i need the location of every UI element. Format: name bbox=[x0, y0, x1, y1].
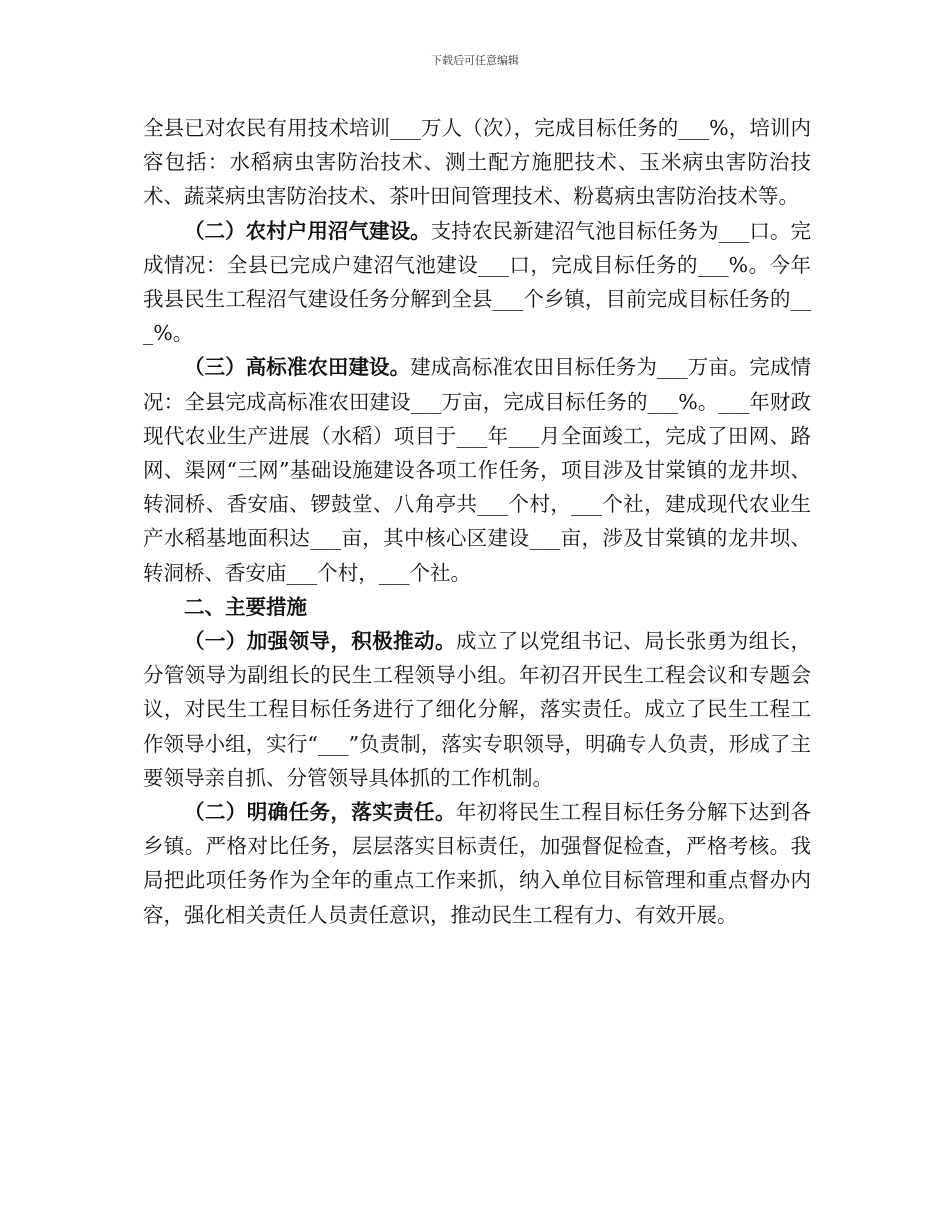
paragraph-responsibility bbox=[143, 795, 811, 932]
section-heading-biogas: （二）农村户用沼气建设。 bbox=[184, 218, 431, 243]
section-heading-responsibility: （二）明确任务，落实责任。 bbox=[184, 800, 456, 825]
paragraph-leadership bbox=[143, 624, 811, 795]
paragraph-text: 成立了以党组书记、局长张勇为组长，分管领导为副组长的民生工程领导小组。年初召开民生工程会议和专题会议，对民生工程目标任务进行了细化分解，落实责任。成立了民生工程工作领导小组，实行“___”负责制，落实专职领导，明确专人负责，形成了主要领导亲自抓、分管领导具体抓的工作机制。 bbox=[143, 629, 812, 790]
document-body bbox=[143, 111, 811, 932]
paragraph-biogas bbox=[143, 214, 811, 351]
paragraph-training bbox=[143, 111, 811, 214]
paragraph-text: 支持农民新建沼气池目标任务为___口。完成情况：全县已完成户建沼气池建设___口，完成目标任务的___%。今年我县民生工程沼气建设任务分解到全县___个乡镇，目前完成目标任务的___%。 bbox=[143, 218, 812, 346]
paragraph-farmland bbox=[143, 350, 811, 589]
paragraph-text: 建成高标准农田目标任务为___万亩。完成情况：全县完成高标准农田建设___万亩，完成目标任务的___%。___年财政现代农业生产进展（水稻）项目于___年___月全面竣工，完成了田网、路网、渠网“三网”基础设施建设各项工作任务，项目涉及甘棠镇的龙井坝、转洞桥、香安庙、锣鼓堂、八角亭共___个村，___个社，建成现代农业生产水稻基地面积达___亩，其中核心区建设___亩，涉及甘棠镇的龙井坝、转洞桥、香安庙___个村，___个社。 bbox=[143, 355, 812, 585]
paragraph-text: 全县已对农民有用技术培训___万人（次），完成目标任务的___%，培训内容包括：水稻病虫害防治技术、测土配方施肥技术、玉米病虫害防治技术、蔬菜病虫害防治技术、茶叶田间管理技术、粉葛病虫害防治技术等。 bbox=[143, 116, 811, 209]
section-heading-main-measures: 二、主要措施 bbox=[184, 594, 307, 619]
paragraph-main-measures bbox=[143, 590, 811, 624]
section-heading-farmland: （三）高标准农田建设。 bbox=[184, 355, 411, 380]
page-header-note: 下载后可任意编辑 bbox=[431, 54, 519, 67]
section-heading-leadership: （一）加强领导，积极推动。 bbox=[184, 629, 456, 654]
paragraph-text: 年初将民生工程目标任务分解下达到各乡镇。严格对比任务，层层落实目标责任，加强督促检查，严格考核。我局把此项任务作为全年的重点工作来抓，纳入单位目标管理和重点督办内容，强化相关责任人员责任意识，推动民生工程有力、有效开展。 bbox=[143, 800, 812, 927]
